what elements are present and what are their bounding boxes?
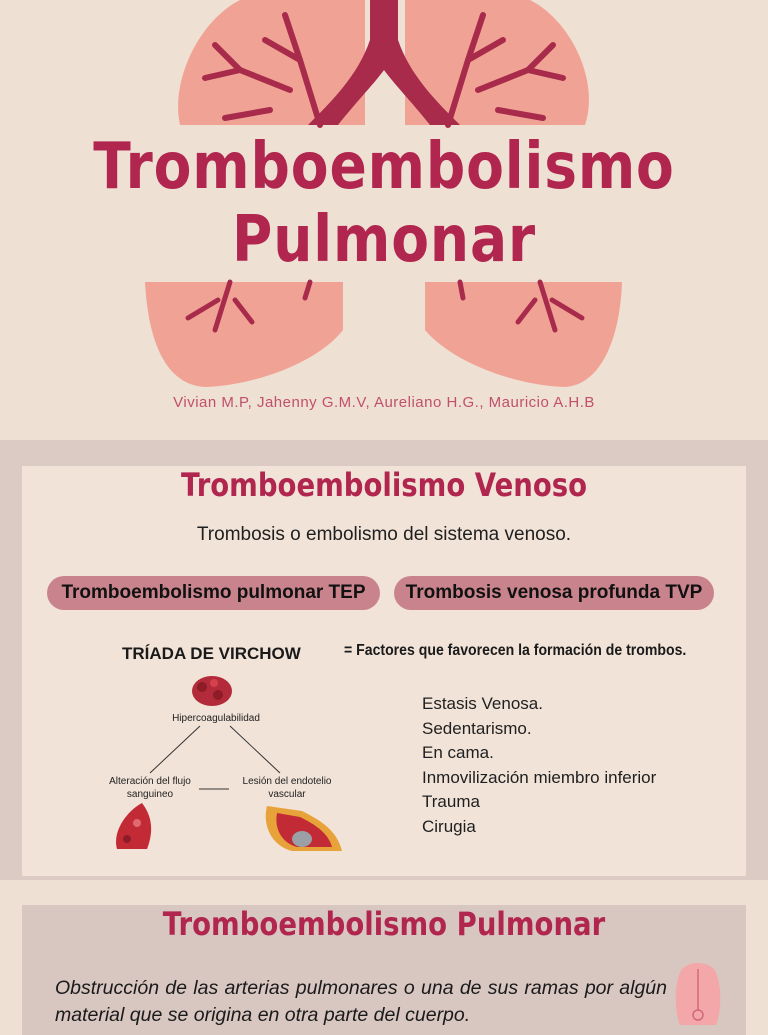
diagram-left-label-1: Alteración del flujo [109,776,191,787]
diagram-right-label-1: Lesión del endotelio [242,776,332,787]
hero-section [0,0,768,440]
pill-tep: Tromboembolismo pulmonar TEP [47,576,380,610]
list-item: Sedentarismo. [422,718,532,738]
list-item: Trauma [422,792,480,811]
pill-tvp: Trombosis venosa profunda TVP [394,576,714,610]
list-item: En cama. [422,743,494,762]
virchow-diagram [92,671,402,871]
list-item: Estasis Venosa. [422,694,543,713]
list-item: Inmovilización miembro inferior [422,767,657,787]
virchow-triad-description: = Factores que favorecen la formación de trombos. [344,642,687,659]
venous-definition: Trombosis o embolismo del sistema venoso. [196,524,572,545]
venous-card [22,466,746,876]
virchow-triad-title: TRÍADA DE VIRCHOW [122,644,301,663]
page-title-line1: Tromboembolismo [93,130,675,204]
diagram-right-label-2: vascular [268,789,306,800]
blood-flow-icon [116,803,151,849]
risk-factors-list [422,692,656,839]
diagram-top-label: Hipercoagulabilidad [172,713,260,724]
pulmonary-definition: Obstrucción de las arterias pulmonares o una de sus ramas por algún material que se origina en otra parte del cuerpo. [55,977,667,1026]
list-item: Cirugia [422,816,476,836]
pulmonary-heading: Tromboembolismo Pulmonar [162,905,606,943]
pulmonary-card [22,905,746,1035]
authors: Vivian M.P, Jahenny G.M.V, Aureliano H.G., Mauricio A.H.B [173,394,595,411]
lung-icon [672,961,724,1025]
venous-heading: Tromboembolismo Venoso [180,466,588,504]
diagram-left-label-2: sanguineo [126,789,174,800]
page-title-line2: Pulmonar [232,203,536,277]
